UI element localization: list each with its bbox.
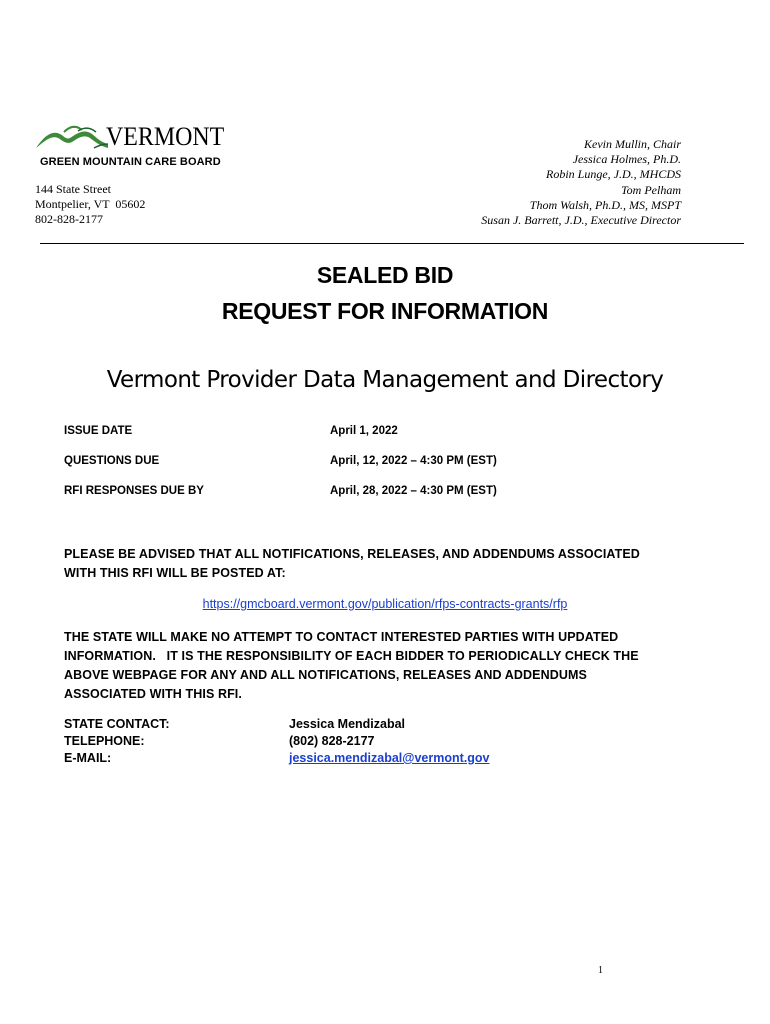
header-divider [40, 243, 744, 244]
contact-row-telephone [64, 733, 664, 750]
date-label: QUESTIONS DUE [64, 455, 160, 467]
responsibility-line: THE STATE WILL MAKE NO ATTEMPT TO CONTACT INTERESTED PARTIES WITH UPDATED [64, 630, 619, 644]
mountain-logo-icon [34, 122, 112, 154]
board-members [481, 137, 681, 228]
date-label: ISSUE DATE [64, 425, 133, 437]
date-value: April 1, 2022 [330, 425, 398, 437]
address-phone: 802-828-2177 [35, 212, 103, 226]
logo-subtitle: GREEN MOUNTAIN CARE BOARD [40, 156, 221, 168]
contact-label: TELEPHONE: [64, 734, 145, 748]
rfp-url-link[interactable]: https://gmcboard.vermont.gov/publication/rfps-contracts-grants/rfp [202, 597, 568, 611]
date-value: April, 12, 2022 – 4:30 PM (EST) [330, 455, 497, 467]
date-value: April, 28, 2022 – 4:30 PM (EST) [330, 485, 497, 497]
notice-paragraph [64, 545, 724, 583]
notice-line: PLEASE BE ADVISED THAT ALL NOTIFICATIONS, RELEASES, AND ADDENDUMS ASSOCIATED [64, 547, 640, 561]
contact-name: Jessica Mendizabal [289, 717, 406, 731]
page-title-line1: SEALED BID [316, 262, 454, 288]
address-street: 144 State Street [35, 182, 111, 196]
board-member: Tom Pelham [621, 182, 681, 197]
contact-label: STATE CONTACT: [64, 717, 170, 731]
responsibility-line: ASSOCIATED WITH THIS RFI. [64, 687, 242, 701]
gmcb-logo [34, 122, 224, 172]
notice-line: WITH THIS RFI WILL BE POSTED AT: [64, 566, 286, 580]
board-member: Susan J. Barrett, J.D., Executive Director [481, 213, 681, 228]
board-address [35, 182, 145, 227]
page-title-line2: REQUEST FOR INFORMATION [221, 298, 549, 324]
contact-label: E-MAIL: [64, 751, 112, 765]
page-number: 1 [598, 965, 603, 976]
responsibility-line: INFORMATION. IT IS THE RESPONSIBILITY OF EACH BIDDER TO PERIODICALLY CHECK THE [64, 649, 639, 663]
responsibility-paragraph [64, 628, 724, 704]
address-city: Montpelier, VT 05602 [35, 197, 146, 211]
page-subtitle: Vermont Provider Data Management and Directory [106, 367, 664, 393]
contact-block [64, 716, 664, 767]
contact-email-link[interactable]: jessica.mendizabal@vermont.gov [289, 751, 490, 765]
contact-row-name [64, 716, 664, 733]
date-label: RFI RESPONSES DUE BY [64, 485, 204, 497]
board-member: Robin Lunge, J.D., MHCDS [546, 167, 681, 182]
contact-row-email [64, 750, 664, 767]
logo-wordmark: VERMONT [106, 122, 225, 151]
board-member: Kevin Mullin, Chair [584, 137, 681, 151]
responsibility-line: ABOVE WEBPAGE FOR ANY AND ALL NOTIFICATIONS, RELEASES AND ADDENDUMS [64, 668, 587, 682]
contact-telephone: (802) 828-2177 [289, 734, 375, 748]
board-member: Thom Walsh, Ph.D., MS, MSPT [529, 197, 681, 212]
board-member: Jessica Holmes, Ph.D. [572, 152, 681, 167]
